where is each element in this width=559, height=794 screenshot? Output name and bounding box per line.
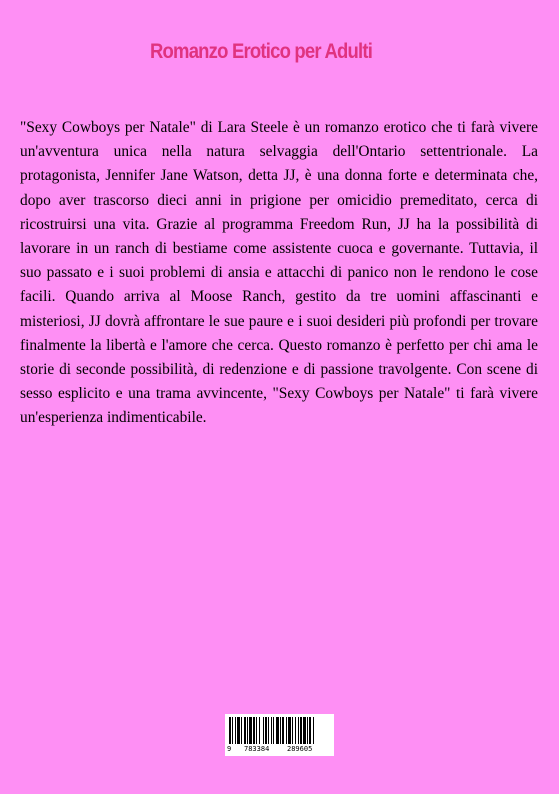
barcode-right-group: 289605	[287, 745, 313, 753]
barcode-bar	[282, 717, 284, 744]
barcode-bar	[280, 717, 281, 744]
barcode-bar	[229, 717, 231, 744]
barcode-bar	[247, 717, 248, 744]
barcode-left-group: 783384	[244, 745, 270, 753]
barcode-bar	[259, 717, 260, 744]
barcode-bar	[237, 717, 240, 744]
barcode-bar	[309, 717, 311, 744]
barcode-bar	[265, 717, 267, 744]
barcode-bar	[241, 717, 242, 744]
barcode-bar	[232, 717, 233, 744]
barcode-bar	[249, 717, 252, 744]
isbn-barcode	[225, 714, 334, 756]
barcode-first-digit: 9	[227, 745, 232, 753]
barcode-bar	[268, 717, 269, 744]
barcode-bar	[253, 717, 255, 744]
barcode-bar	[244, 717, 246, 744]
barcode-bar	[298, 717, 299, 744]
barcode-bar	[271, 717, 272, 744]
barcode-bar	[273, 717, 274, 744]
barcode-bars	[229, 717, 330, 744]
barcode-bar	[288, 717, 291, 744]
cover-heading: Romanzo Erotico per Adulti	[150, 40, 373, 63]
barcode-bar	[276, 717, 279, 744]
barcode-bar	[286, 717, 287, 744]
barcode-digits	[227, 744, 332, 754]
barcode-bar	[300, 717, 302, 744]
barcode-bar	[263, 717, 264, 744]
barcode-bar	[313, 717, 314, 744]
barcode-bar	[256, 717, 257, 744]
barcode-bar	[292, 717, 293, 744]
barcode-bar	[235, 717, 236, 744]
book-description: "Sexy Cowboys per Natale" di Lara Steele è un romanzo erotico che ti farà vivere un'avventura unica nella natura selvaggia dell'Ontario settentrionale. La protagonista, Jennifer Jane Watson, detta JJ, è una donna forte e determinata che, dopo aver trascorso dieci anni in prigione per omicidio premeditato, cerca di ricostruirsi una vita. Grazie al programma Freedom Run, JJ ha la possibilità di lavorare in un ranch di bestiame come assistente cuoca e governante. Tuttavia, il suo passato e i suoi problemi di ansia e attacchi di panico non le rendono le cose facili. Quando arriva al Moose Ranch, gestito da tre uomini affascinanti e misteriosi, JJ dovrà affrontare le sue paure e i suoi desideri più profondi per trovare finalmente la libertà e l'amore che cerca. Questo romanzo è perfetto per chi ama le storie di seconde possibilità, di redenzione e di passione travolgente. Con scene di sesso esplicito e una trama avvincente, "Sexy Cowboys per Natale" ti farà vivere un'esperienza indimenticabile.	[20, 119, 538, 427]
barcode-bar	[307, 717, 308, 744]
barcode-bar	[295, 717, 296, 744]
barcode-bar	[303, 717, 306, 744]
